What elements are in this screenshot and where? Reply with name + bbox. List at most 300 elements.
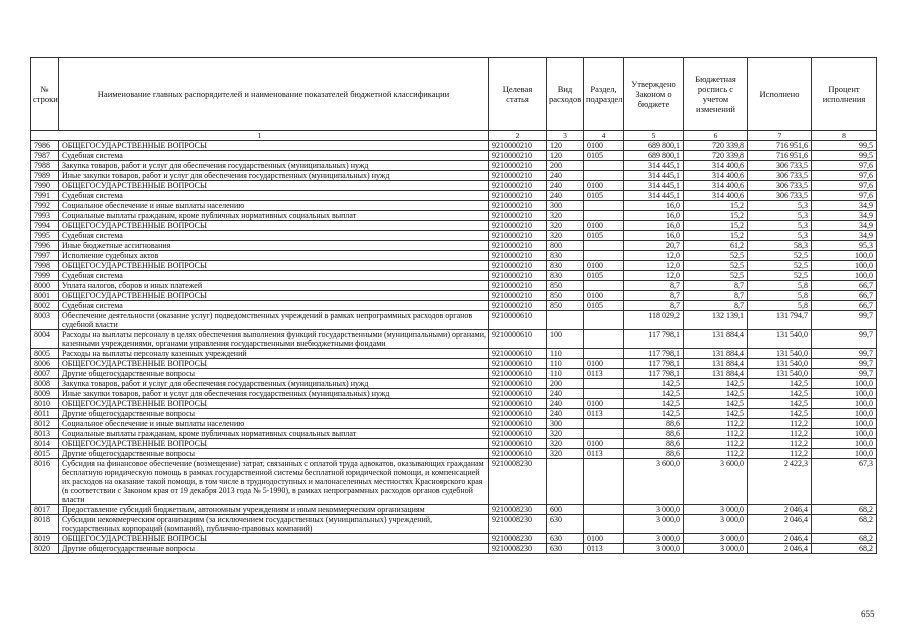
section-code: 0100 [584,359,624,369]
table-row [31,505,877,515]
executed-amount: 131 540,0 [748,330,812,349]
table-row [31,459,877,505]
percent-executed: 100,0 [812,439,877,449]
table-row [31,439,877,449]
expense-type: 830 [547,251,584,261]
section-code [584,201,624,211]
percent-executed: 68,2 [812,505,877,515]
executed-amount: 306 733,5 [748,171,812,181]
section-code: 0100 [584,141,624,151]
row-number: 8000 [31,281,59,291]
percent-executed: 100,0 [812,379,877,389]
row-name: Судебная система [59,231,489,241]
expense-type: 240 [547,409,584,419]
row-number: 8010 [31,399,59,409]
expense-type: 300 [547,201,584,211]
budget-amount: 3 000,0 [684,544,748,554]
table-row [31,389,877,399]
section-code: 0100 [584,534,624,544]
row-name: Социальные выплаты гражданам, кроме публичных нормативных социальных выплат [59,429,489,439]
row-name: Другие общегосударственные вопросы [59,449,489,459]
target-article: 9210008230 [489,505,547,515]
budget-table-sheet [30,57,876,554]
executed-amount: 5,3 [748,201,812,211]
row-name: Закупка товаров, работ и услуг для обеспечения государственных (муниципальных) нужд [59,379,489,389]
column-number-row [31,131,877,141]
approved-amount: 117 798,1 [624,359,684,369]
column-number: 6 [684,131,748,141]
section-code: 0113 [584,544,624,554]
section-code [584,379,624,389]
table-body [31,141,877,554]
expense-type: 200 [547,161,584,171]
budget-amount: 131 884,4 [684,369,748,379]
budget-amount: 142,5 [684,409,748,419]
executed-amount: 142,5 [748,379,812,389]
row-number: 7986 [31,141,59,151]
row-name: Социальное обеспечение и иные выплаты населению [59,419,489,429]
percent-executed: 34,9 [812,201,877,211]
percent-executed: 100,0 [812,261,877,271]
budget-amount: 142,5 [684,389,748,399]
expense-type: 600 [547,505,584,515]
expense-type: 320 [547,211,584,221]
page-number: 655 [861,609,875,619]
table-row [31,201,877,211]
table-row [31,544,877,554]
percent-executed: 97,6 [812,171,877,181]
percent-executed: 99,7 [812,359,877,369]
budget-amount: 52,5 [684,271,748,281]
column-number: 2 [489,131,547,141]
executed-amount: 2 422,3 [748,459,812,505]
approved-amount: 16,0 [624,221,684,231]
section-code [584,349,624,359]
expense-type: 630 [547,515,584,534]
section-code [584,241,624,251]
target-article: 9210000210 [489,151,547,161]
header-budget-schedule: Бюджетная роспись с учетом изменений [684,58,748,131]
approved-amount: 314 445,1 [624,171,684,181]
executed-amount: 131 540,0 [748,359,812,369]
row-number: 7987 [31,151,59,161]
target-article: 9210008230 [489,459,547,505]
table-row [31,359,877,369]
section-code: 0105 [584,151,624,161]
table-row [31,231,877,241]
row-name: ОБЩЕГОСУДАРСТВЕННЫЕ ВОПРОСЫ [59,181,489,191]
section-code: 0105 [584,191,624,201]
approved-amount: 117 798,1 [624,369,684,379]
table-row [31,241,877,251]
budget-amount: 15,2 [684,201,748,211]
approved-amount: 88,6 [624,439,684,449]
section-code [584,429,624,439]
executed-amount: 142,5 [748,399,812,409]
expense-type: 630 [547,544,584,554]
executed-amount: 52,5 [748,261,812,271]
section-code [584,330,624,349]
row-name: Судебная система [59,301,489,311]
expense-type: 240 [547,191,584,201]
budget-amount: 61,2 [684,241,748,251]
budget-amount: 15,2 [684,211,748,221]
expense-type: 110 [547,359,584,369]
percent-executed: 100,0 [812,251,877,261]
row-name: ОБЩЕГОСУДАРСТВЕННЫЕ ВОПРОСЫ [59,291,489,301]
budget-amount: 3 000,0 [684,505,748,515]
section-code [584,389,624,399]
approved-amount: 314 445,1 [624,191,684,201]
percent-executed: 100,0 [812,419,877,429]
executed-amount: 131 794,7 [748,311,812,330]
table-row [31,181,877,191]
budget-amount: 8,7 [684,301,748,311]
executed-amount: 2 046,4 [748,505,812,515]
section-code [584,311,624,330]
expense-type: 240 [547,389,584,399]
target-article: 9210000610 [489,439,547,449]
target-article: 9210000610 [489,349,547,359]
section-code: 0105 [584,231,624,241]
table-row [31,534,877,544]
budget-amount: 112,2 [684,439,748,449]
section-code: 0100 [584,291,624,301]
row-name: ОБЩЕГОСУДАРСТВЕННЫЕ ВОПРОСЫ [59,261,489,271]
budget-amount: 132 139,1 [684,311,748,330]
table-row [31,379,877,389]
column-number: 1 [31,131,489,141]
header-section: Раздел, подраздел [584,58,624,131]
executed-amount: 2 046,4 [748,544,812,554]
budget-amount: 131 884,4 [684,330,748,349]
target-article: 9210000210 [489,281,547,291]
percent-executed: 100,0 [812,389,877,399]
approved-amount: 689 800,1 [624,141,684,151]
row-name: Другие общегосударственные вопросы [59,409,489,419]
percent-executed: 99,7 [812,369,877,379]
percent-executed: 99,5 [812,151,877,161]
expense-type: 200 [547,379,584,389]
expense-type: 120 [547,141,584,151]
target-article: 9210000210 [489,201,547,211]
row-number: 8019 [31,534,59,544]
approved-amount: 8,7 [624,291,684,301]
approved-amount: 16,0 [624,211,684,221]
table-row [31,251,877,261]
executed-amount: 5,8 [748,291,812,301]
percent-executed: 97,6 [812,161,877,171]
expense-type: 320 [547,429,584,439]
row-name: ОБЩЕГОСУДАРСТВЕННЫЕ ВОПРОСЫ [59,534,489,544]
header-executed: Исполнено [748,58,812,131]
executed-amount: 142,5 [748,409,812,419]
target-article: 9210000610 [489,330,547,349]
budget-amount: 15,2 [684,231,748,241]
approved-amount: 3 000,0 [624,505,684,515]
target-article: 9210000610 [489,369,547,379]
row-number: 8006 [31,359,59,369]
target-article: 9210000210 [489,231,547,241]
target-article: 9210008230 [489,515,547,534]
row-number: 8018 [31,515,59,534]
table-row [31,330,877,349]
executed-amount: 306 733,5 [748,161,812,171]
row-number: 7989 [31,171,59,181]
expense-type: 120 [547,151,584,161]
target-article: 9210000210 [489,161,547,171]
executed-amount: 306 733,5 [748,181,812,191]
header-target-article: Целевая статья [489,58,547,131]
budget-amount: 314 400,6 [684,161,748,171]
table-row [31,271,877,281]
target-article: 9210000210 [489,171,547,181]
executed-amount: 112,2 [748,419,812,429]
budget-amount: 720 339,8 [684,141,748,151]
row-number: 7996 [31,241,59,251]
percent-executed: 66,7 [812,291,877,301]
section-code: 0105 [584,271,624,281]
row-number: 8017 [31,505,59,515]
approved-amount: 88,6 [624,429,684,439]
section-code: 0100 [584,439,624,449]
row-name: Иные закупки товаров, работ и услуг для обеспечения государственных (муниципальных) нужд [59,171,489,181]
table-row [31,171,877,181]
column-number: 5 [624,131,684,141]
executed-amount: 5,8 [748,281,812,291]
row-name: Социальное обеспечение и иные выплаты населению [59,201,489,211]
row-number: 8020 [31,544,59,554]
row-number: 8001 [31,291,59,301]
row-name: Уплата налогов, сборов и иных платежей [59,281,489,291]
executed-amount: 716 951,6 [748,141,812,151]
row-number: 8007 [31,369,59,379]
section-code: 0100 [584,181,624,191]
table-row [31,515,877,534]
section-code: 0100 [584,221,624,231]
row-name: Другие общегосударственные вопросы [59,544,489,554]
table-row [31,151,877,161]
approved-amount: 3 000,0 [624,544,684,554]
expense-type: 320 [547,221,584,231]
percent-executed: 66,7 [812,301,877,311]
budget-amount: 314 400,6 [684,191,748,201]
row-number: 7994 [31,221,59,231]
percent-executed: 68,2 [812,515,877,534]
target-article: 9210000210 [489,261,547,271]
table-row [31,349,877,359]
executed-amount: 5,3 [748,211,812,221]
executed-amount: 716 951,6 [748,151,812,161]
column-number: 8 [812,131,877,141]
approved-amount: 8,7 [624,281,684,291]
table-row [31,399,877,409]
approved-amount: 117 798,1 [624,349,684,359]
approved-amount: 12,0 [624,261,684,271]
executed-amount: 131 540,0 [748,349,812,359]
target-article: 9210000210 [489,191,547,201]
row-number: 7999 [31,271,59,281]
table-row [31,301,877,311]
row-number: 8008 [31,379,59,389]
target-article: 9210000210 [489,271,547,281]
expense-type: 830 [547,261,584,271]
section-code [584,281,624,291]
row-number: 8015 [31,449,59,459]
budget-amount: 52,5 [684,261,748,271]
target-article: 9210000210 [489,251,547,261]
percent-executed: 99,5 [812,141,877,151]
table-row [31,419,877,429]
table-row [31,261,877,271]
executed-amount: 142,5 [748,389,812,399]
section-code: 0105 [584,301,624,311]
executed-amount: 2 046,4 [748,534,812,544]
expense-type: 800 [547,241,584,251]
approved-amount: 3 000,0 [624,515,684,534]
approved-amount: 3 600,0 [624,459,684,505]
expense-type: 320 [547,231,584,241]
executed-amount: 52,5 [748,271,812,281]
approved-amount: 689 800,1 [624,151,684,161]
row-number: 8014 [31,439,59,449]
expense-type: 110 [547,369,584,379]
expense-type [547,459,584,505]
section-code: 0113 [584,449,624,459]
budget-amount: 112,2 [684,419,748,429]
row-name: Социальные выплаты гражданам, кроме публичных нормативных социальных выплат [59,211,489,221]
target-article: 9210000610 [489,429,547,439]
executed-amount: 131 540,0 [748,369,812,379]
row-name: ОБЩЕГОСУДАРСТВЕННЫЕ ВОПРОСЫ [59,359,489,369]
percent-executed: 97,6 [812,181,877,191]
row-name: ОБЩЕГОСУДАРСТВЕННЫЕ ВОПРОСЫ [59,141,489,151]
section-code [584,419,624,429]
percent-executed: 99,7 [812,311,877,330]
percent-executed: 100,0 [812,409,877,419]
row-number: 7990 [31,181,59,191]
row-number: 7997 [31,251,59,261]
expense-type: 830 [547,271,584,281]
executed-amount: 112,2 [748,449,812,459]
percent-executed: 95,3 [812,241,877,251]
header-expense-type: Вид расходов [547,58,584,131]
table-row [31,161,877,171]
approved-amount: 142,5 [624,409,684,419]
row-number: 7988 [31,161,59,171]
target-article: 9210000610 [489,449,547,459]
executed-amount: 306 733,5 [748,191,812,201]
percent-executed: 68,2 [812,534,877,544]
table-row [31,211,877,221]
target-article: 9210008230 [489,544,547,554]
target-article: 9210000210 [489,241,547,251]
expense-type: 320 [547,439,584,449]
executed-amount: 5,3 [748,221,812,231]
column-number: 7 [748,131,812,141]
expense-type: 100 [547,330,584,349]
row-number: 7991 [31,191,59,201]
approved-amount: 314 445,1 [624,161,684,171]
budget-amount: 142,5 [684,399,748,409]
percent-executed: 99,7 [812,330,877,349]
target-article: 9210000210 [489,301,547,311]
percent-executed: 100,0 [812,429,877,439]
target-article: 9210000610 [489,311,547,330]
row-name: Иные закупки товаров, работ и услуг для обеспечения государственных (муниципальных) нужд [59,389,489,399]
section-code [584,171,624,181]
executed-amount: 5,3 [748,231,812,241]
expense-type [547,311,584,330]
header-percent: Процент исполнения [812,58,877,131]
executed-amount: 58,3 [748,241,812,251]
percent-executed: 67,3 [812,459,877,505]
row-name: ОБЩЕГОСУДАРСТВЕННЫЕ ВОПРОСЫ [59,221,489,231]
row-name: ОБЩЕГОСУДАРСТВЕННЫЕ ВОПРОСЫ [59,439,489,449]
target-article: 9210008230 [489,534,547,544]
percent-executed: 68,2 [812,544,877,554]
percent-executed: 100,0 [812,271,877,281]
row-name: Обеспечение деятельности (оказание услуг) подведомственных учреждений в рамках непрограммных расходов органов судебной власти [59,311,489,330]
table-row [31,449,877,459]
approved-amount: 88,6 [624,449,684,459]
row-number: 8005 [31,349,59,359]
section-code [584,251,624,261]
row-name: Другие общегосударственные вопросы [59,369,489,379]
target-article: 9210000610 [489,409,547,419]
executed-amount: 112,2 [748,429,812,439]
target-article: 9210000610 [489,389,547,399]
executed-amount: 2 046,4 [748,515,812,534]
row-number: 8011 [31,409,59,419]
approved-amount: 118 029,2 [624,311,684,330]
percent-executed: 34,9 [812,211,877,221]
executed-amount: 5,8 [748,301,812,311]
executed-amount: 112,2 [748,439,812,449]
budget-amount: 131 884,4 [684,349,748,359]
approved-amount: 88,6 [624,419,684,429]
approved-amount: 16,0 [624,231,684,241]
budget-amount: 131 884,4 [684,359,748,369]
expense-type: 850 [547,301,584,311]
budget-amount: 8,7 [684,281,748,291]
row-name: Исполнение судебных актов [59,251,489,261]
expense-type: 240 [547,181,584,191]
table-row [31,221,877,231]
budget-amount: 314 400,6 [684,181,748,191]
budget-amount: 15,2 [684,221,748,231]
row-name: Судебная система [59,191,489,201]
expense-type: 850 [547,291,584,301]
section-code [584,161,624,171]
expense-type: 110 [547,349,584,359]
table-row [31,281,877,291]
approved-amount: 12,0 [624,271,684,281]
section-code: 0100 [584,261,624,271]
table-row [31,311,877,330]
row-number: 7998 [31,261,59,271]
budget-amount: 3 000,0 [684,515,748,534]
row-name: Судебная система [59,151,489,161]
section-code: 0100 [584,399,624,409]
row-name: Субсидия на финансовое обеспечение (возмещение) затрат, связанных с оплатой труда адвокатов, оказывающих гражданам бесплатную юридическую помощь в рамках государственной системы бесплатной юридической помощи, и компенсацией их расходов на оказание такой помощи, в том числе в труднодоступных и малонаселенных местностях Красноярского края (в соответствии с Законом края от 19 декабря 2013 года № 5-1990), в рамках непрограммных расходов органов судебной власти [59,459,489,505]
percent-executed: 66,7 [812,281,877,291]
approved-amount: 314 445,1 [624,181,684,191]
expense-type: 320 [547,449,584,459]
target-article: 9210000610 [489,399,547,409]
section-code [584,459,624,505]
approved-amount: 20,7 [624,241,684,251]
